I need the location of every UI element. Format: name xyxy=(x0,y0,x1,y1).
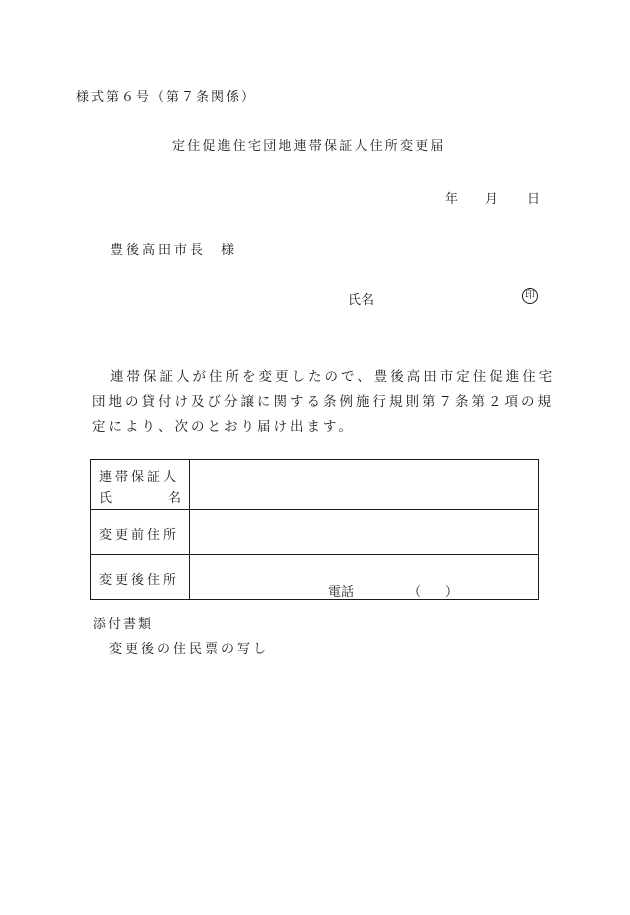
old-address-label: 変更前住所 xyxy=(99,528,180,543)
table-row-old-address xyxy=(91,510,539,555)
guarantor-label-bottom xyxy=(91,485,189,506)
document-title: 定住促進住宅団地連帯保証人住所変更届 xyxy=(172,139,446,154)
addressee-name: 豊後高田市長 xyxy=(110,243,207,258)
date-year-label: 年 xyxy=(445,192,459,207)
table-row-new-address xyxy=(91,555,539,600)
phone-paren-open: （ xyxy=(408,585,422,600)
guarantor-form-table xyxy=(90,459,539,600)
body-text-line-2: 団地の貸付け及び分譲に関する条例施行規則第７条第２項の規 xyxy=(92,394,554,410)
new-address-field[interactable] xyxy=(190,555,539,600)
new-address-label-cell xyxy=(91,555,190,600)
seal-mark: 印 xyxy=(522,288,538,304)
old-address-field[interactable] xyxy=(190,510,539,555)
guarantor-label-left: 氏 xyxy=(99,491,113,506)
old-address-label-cell xyxy=(91,510,190,555)
phone-paren-close: ） xyxy=(445,585,459,600)
applicant-name-label: 氏名 xyxy=(348,293,375,308)
phone-label: 電話 xyxy=(328,585,355,600)
date-month-label: 月 xyxy=(485,192,499,207)
guarantor-name-label-cell xyxy=(91,460,190,510)
body-text-line-3: 定により、次のとおり届け出ます。 xyxy=(92,419,355,435)
date-day-label: 日 xyxy=(527,192,541,207)
attachments-label: 添付書類 xyxy=(93,617,154,632)
form-number: 様式第６号（第７条関係） xyxy=(76,90,257,105)
guarantor-name-field[interactable] xyxy=(190,460,539,510)
guarantor-label-top: 連帯保証人 xyxy=(99,470,180,485)
guarantor-label-right: 名 xyxy=(167,491,181,506)
table-row-guarantor-name xyxy=(91,460,539,510)
body-text-line-1: 連帯保証人が住所を変更したので、豊後高田市定住促進住宅 xyxy=(110,369,556,385)
addressee-suffix: 様 xyxy=(221,243,235,258)
attachment-item: 変更後の住民票の写し xyxy=(109,642,270,657)
new-address-label: 変更後住所 xyxy=(99,573,180,588)
